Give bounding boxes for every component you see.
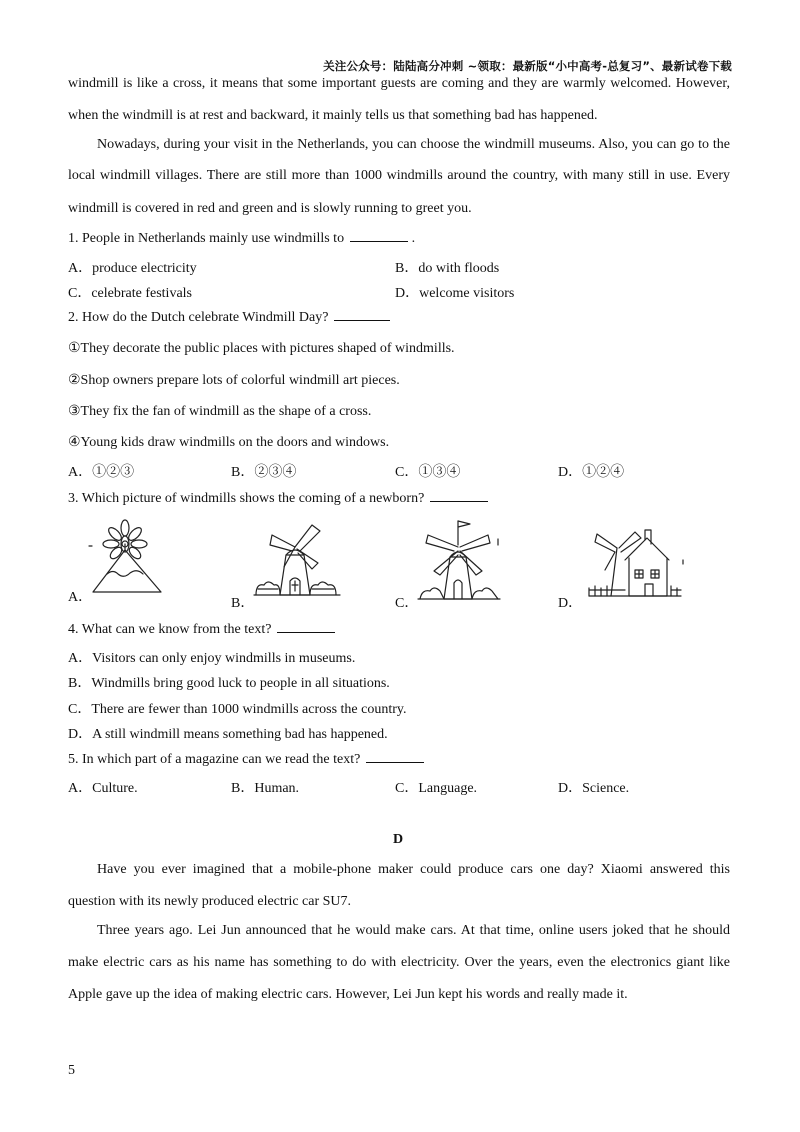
answer-blank	[334, 308, 390, 321]
passage-line: Apple gave up the idea of making electric cars. However, Lei Jun kept his words and really made it.	[68, 987, 628, 1002]
windmill-house-picture	[585, 520, 685, 602]
option-c: C．①③④	[395, 465, 461, 480]
question-stem: 3. Which picture of windmills shows the coming of a newborn?	[68, 491, 425, 506]
question-stem: 5. In which part of a magazine can we read the text?	[68, 752, 361, 767]
option-c: C．	[395, 596, 419, 611]
passage-line: Three years ago. Lei Jun announced that he would make cars. At that time, online users joked that he should	[97, 923, 730, 938]
question-3	[68, 489, 488, 507]
question-4	[68, 620, 335, 638]
option-b: B．do with floods	[395, 261, 500, 276]
option-d: D．	[558, 596, 583, 611]
passage-line: windmill is covered in red and green and is slowly running to greet you.	[68, 201, 472, 216]
windmill-flag-picture	[414, 515, 504, 605]
windmill-tower-picture	[250, 517, 345, 602]
statement-1: ①They decorate the public places with pictures shaped of windmills.	[68, 341, 455, 356]
answer-blank	[350, 229, 408, 242]
answer-blank	[366, 750, 424, 763]
passage-line: make electric cars as his name has something to do with electricity. Over the years, even the electronics giant like	[68, 955, 730, 970]
option-d: D．Science.	[558, 781, 630, 796]
option-b: B．Windmills bring good luck to people in all situations.	[68, 676, 390, 691]
statement-3: ③They fix the fan of windmill as the shape of a cross.	[68, 404, 372, 419]
question-stem: 2. How do the Dutch celebrate Windmill Day?	[68, 310, 329, 325]
passage-line: Have you ever imagined that a mobile-phone maker could produce cars one day? Xiaomi answered this	[97, 862, 730, 877]
windmill-mountain-picture	[85, 520, 165, 595]
question-stem: 4. What can we know from the text?	[68, 622, 272, 637]
passage-line: Nowadays, during your visit in the Netherlands, you can choose the windmill museums. Also, you can go to the	[97, 137, 730, 152]
question-2	[68, 308, 390, 326]
question-stem: 1. People in Netherlands mainly use windmills to	[68, 231, 345, 246]
statement-2: ②Shop owners prepare lots of colorful windmill art pieces.	[68, 373, 400, 388]
option-d: D．①②④	[558, 465, 625, 480]
option-a: A．①②③	[68, 465, 135, 480]
option-b: B．Human.	[231, 781, 300, 796]
statement-4: ④Young kids draw windmills on the doors and windows.	[68, 435, 390, 450]
question-1	[68, 229, 415, 247]
option-c: C．There are fewer than 1000 windmills across the country.	[68, 702, 407, 717]
option-d: D．welcome visitors	[395, 286, 515, 301]
answer-blank	[277, 620, 335, 633]
question-end: .	[411, 231, 416, 246]
passage-line: when the windmill is at rest and backward, it mainly tells us that something bad has happened.	[68, 108, 598, 123]
answer-blank	[430, 489, 488, 502]
passage-line: windmill is like a cross, it means that some important guests are coming and they are warmly welcomed. However,	[68, 76, 730, 91]
option-a: A．Culture.	[68, 781, 138, 796]
passage-line: local windmill villages. There are still more than 1000 windmills around the country, with many still in use. Every	[68, 168, 730, 183]
option-a: A．	[68, 590, 93, 605]
option-a: A．Visitors can only enjoy windmills in museums.	[68, 651, 356, 666]
section-title: D	[393, 832, 404, 847]
option-b: B．②③④	[231, 465, 297, 480]
option-a: A．produce electricity	[68, 261, 197, 276]
option-d: D．A still windmill means something bad has happened.	[68, 727, 388, 742]
question-5	[68, 750, 424, 768]
option-b: B．	[231, 596, 255, 611]
header-banner: 关注公众号：陆陆高分冲刺 ~领取：最新版“小中高考-总复习”、最新试卷下载	[323, 59, 732, 73]
option-c: C．Language.	[395, 781, 478, 796]
option-c: C．celebrate festivals	[68, 286, 193, 301]
passage-line: question with its newly produced electric car SU7.	[68, 894, 352, 909]
page-number: 5	[68, 1063, 75, 1078]
